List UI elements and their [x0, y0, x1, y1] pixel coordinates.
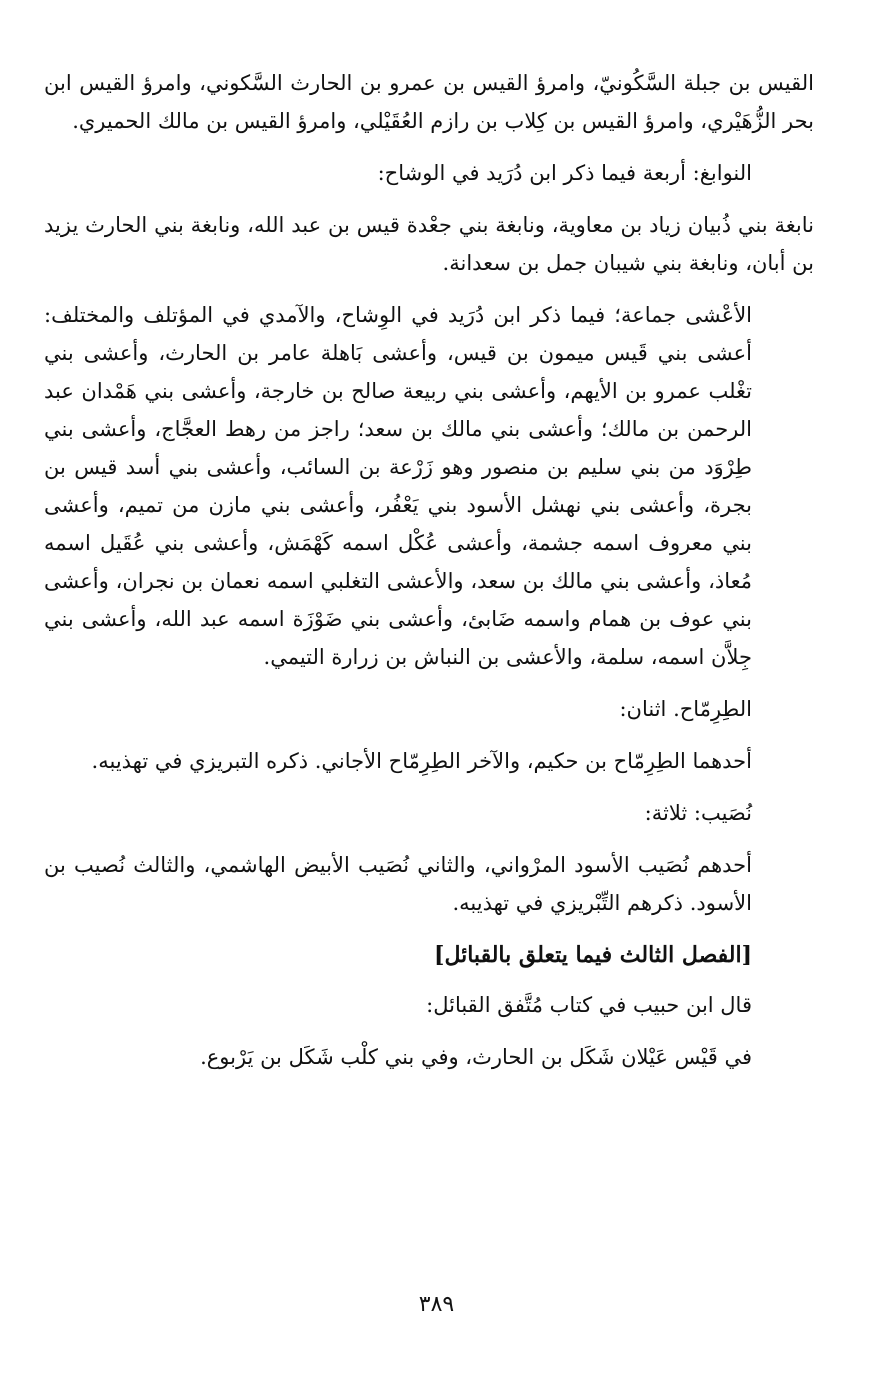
paragraph-ibn-habib: قال ابن حبيب في كتاب مُتَّفق القبائل:: [426, 993, 752, 1017]
paragraph-nawabigh-list: نابغة بني ذُبيان زياد بن معاوية، ونابغة بني جعْدة قيس بن عبد الله، ونابغة بني الحارث يزيد بن أبان، ونابغة بني شيبان جمل بن سعدانة.: [44, 213, 814, 275]
paragraph-aasha: الأعْشى جماعة؛ فيما ذكر ابن دُرَيد في الوِشاح، والآمدي في المؤتلف والمختلف: أعشى بني قَيس ميمون بن قيس، وأعشى بَاهلة عامر بن الحارث، وأعشى بني تغْلب عمرو بن الأيهم، وأعشى بني ربيعة صالح بن خارجة، وأعشى بني هَمْدان عبد الرحمن بن مالك؛ وأعشى بني مالك بن سعد؛ راجز من رهط العجَّاج، وأعشى بني طِرْوَد من بني سليم بن منصور وهو زَرْعة بن السائب، وأعشى بني أسد قيس بن بجرة، وأعشى بني نهشل الأسود بني يَعْفُر، وأعشى بني مازن من تميم، وأعشى بني معروف اسمه جشمة، وأعشى عُكْل اسمه كَهْمَش، وأعشى بني عُقَيل اسمه مُعاذ، وأعشى بني مالك بن سعد، والأعشى التغلبي اسمه نعمان بن نجران، وأعشى بني عوف بن همام واسمه ضَابئ، وأعشى بني ضَوْزَة اسمه عبد الله، وأعشى بني جِلاَّن اسمه، سلمة، والأعشى بن النباش بن زرارة التيمي.: [44, 303, 752, 669]
paragraph-tirimmah-intro: الطِرِمّاح. اثنان:: [619, 697, 752, 721]
section-heading: [الفصل الثالث فيما يتعلق بالقبائل]: [434, 942, 752, 968]
paragraph-tirimmah-list: أحدهما الطِرِمّاح بن حكيم، والآخر الطِرِمّاح الأجاني. ذكره التبريزي في تهذيبه.: [91, 749, 752, 773]
paragraph-1: القيس بن جبلة السَّكُونيّ، وامرؤ القيس بن عمرو بن الحارث السَّكوني، وامرؤ القيس ابن بحر الزُّهَيْري، وامرؤ القيس بن كِلاب بن رازم العُقَيْلي، وامرؤ القيس بن مالك الحميري.: [44, 71, 814, 133]
page-number: ٣٨٩: [418, 1292, 455, 1317]
paragraph-nusayb-intro: نُصَيب: ثلاثة:: [644, 801, 752, 825]
paragraph-shakal: في قَيْس عَيْلان شَكَل بن الحارث، وفي بني كلْب شَكَل بن يَرْبوع.: [200, 1045, 752, 1069]
paragraph-nawabigh-intro: النوابغ: أربعة فيما ذكر ابن دُرَيد في الوشاح:: [377, 161, 752, 185]
paragraph-nusayb-list: أحدهم نُصَيب الأسود المرْواني، والثاني نُصَيب الأبيض الهاشمي، والثالث نُصيب بن الأسود. ذكرهم التِّبْريزي في تهذيبه.: [44, 853, 752, 915]
page-body: [44, 64, 814, 1090]
